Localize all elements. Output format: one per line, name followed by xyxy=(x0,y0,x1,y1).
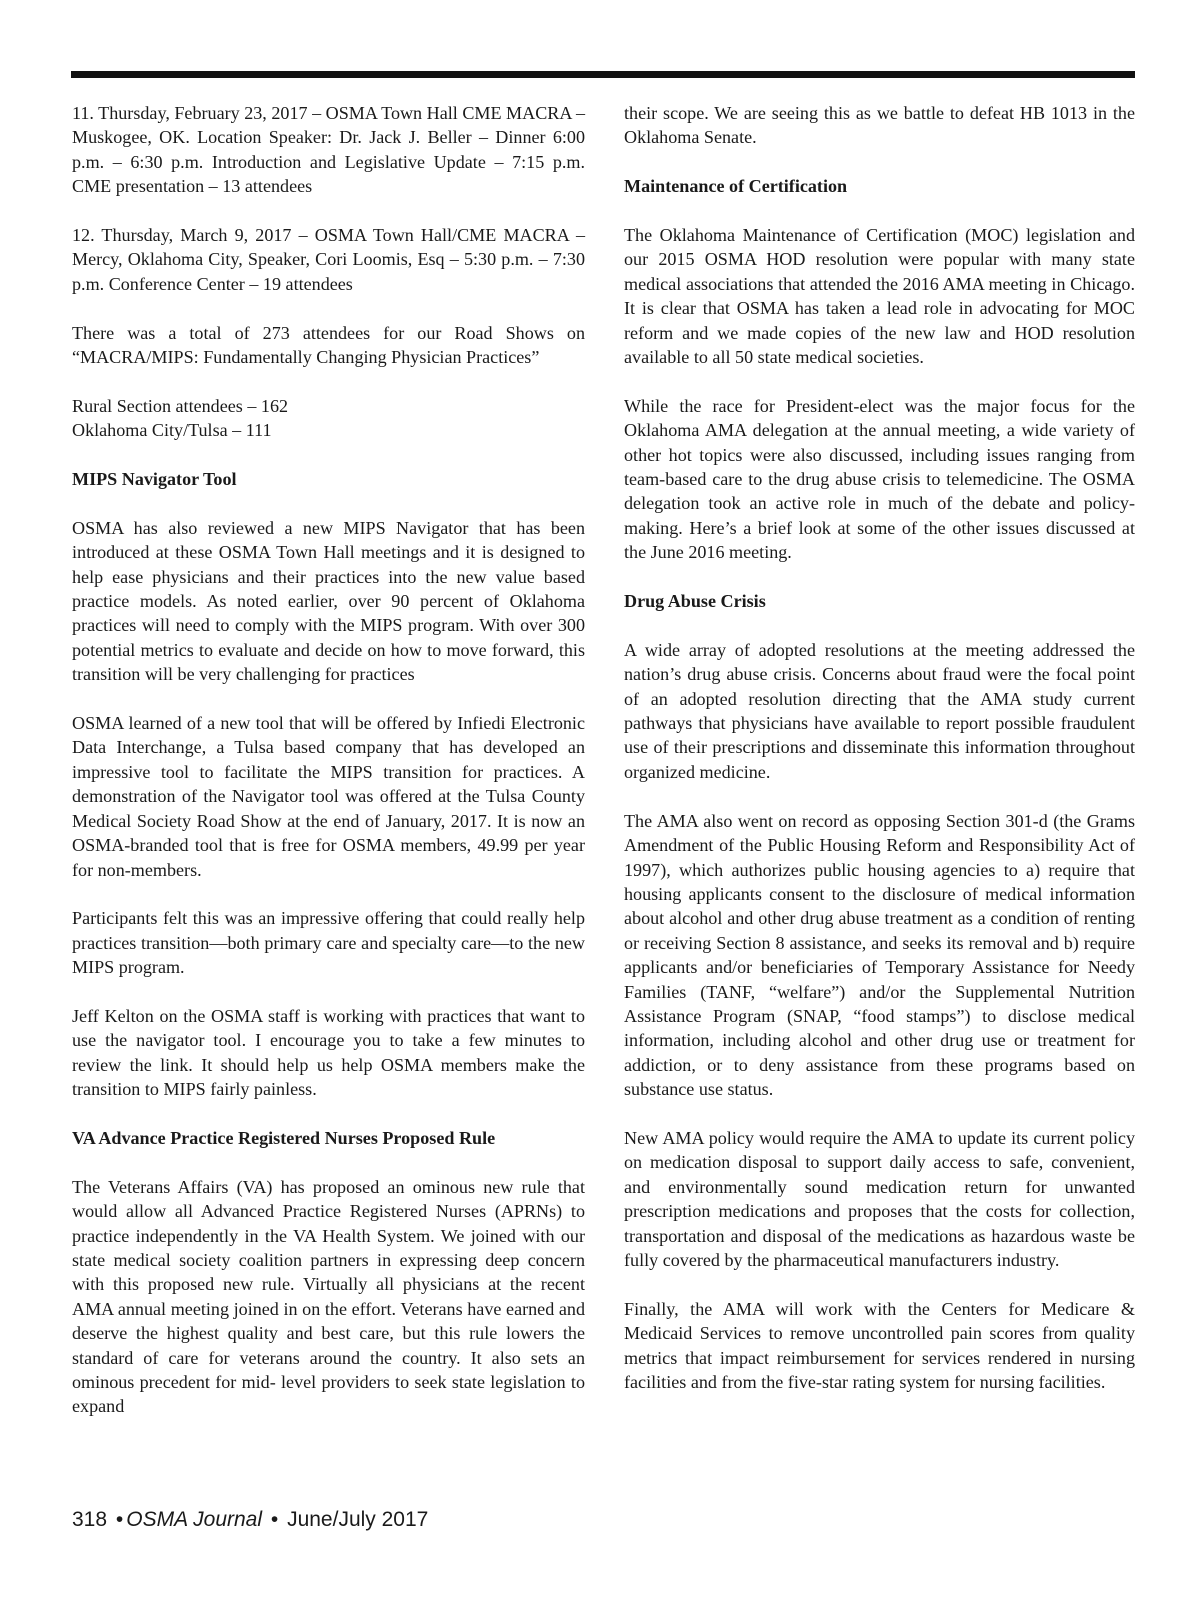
drug-paragraph-3: New AMA policy would require the AMA to update its current policy on medication disposal to support daily access to safe, convenient, and environmentally sound medication return for unwanted prescription medications and proposes that the costs for collection, transportation and disposal of the medications as hazardous waste be fully covered by the pharmaceutical manufacturers industry. xyxy=(624,1127,1135,1270)
heading-mips-navigator: MIPS Navigator Tool xyxy=(72,469,237,490)
heading-moc: Maintenance of Certification xyxy=(624,176,848,197)
drug-paragraph-4: Finally, the AMA will work with the Centers for Medicare & Medicaid Services to remove uncontrolled pain scores from quality metrics that impact reimbursement for services rendered in nursing facilities and from the five-star rating system for nursing facilities. xyxy=(624,1298,1135,1392)
entry-11: 11. Thursday, February 23, 2017 – OSMA Town Hall CME MACRA – Muskogee, OK. Location Speaker: Dr. Jack J. Beller – Dinner 6:00 p.m. – 6:30 p.m. Introduction and Legislative Update – 7:15 p.m. CME presentation – 13 attendees xyxy=(72,103,585,197)
mips-paragraph-2: OSMA learned of a new tool that will be offered by Infiedi Electronic Data Interchange, a Tulsa based company that has developed an impressive tool to facilitate the MIPS transition for practices. A demonstration of the Navigator tool was offered at the Tulsa County Medical Society Road Show at the end of January, 2017. It is now an OSMA-branded tool that is free for OSMA members, 49.99 per year for non-members. xyxy=(72,713,585,880)
heading-va-aprn: VA Advance Practice Registered Nurses Proposed Rule xyxy=(72,1127,496,1148)
va-paragraph-1: The Veterans Affairs (VA) has proposed an ominous new rule that would allow all Advanced Practice Registered Nurses (APRNs) to practice independently in the VA Health System. We joined with our state medical society coalition partners in expressing deep concern with this proposed new rule. Virtually all physicians at the recent AMA annual meeting joined in on the effort. Veterans have earned and deserve the highest quality and best care, but this rule lowers the standard of care for veterans around the country. It also sets an ominous precedent for mid- level providers to seek state legislation to expand xyxy=(72,1176,585,1417)
heading-drug-abuse: Drug Abuse Crisis xyxy=(624,591,766,612)
mips-paragraph-3: Participants felt this was an impressive offering that could really help practices transition—both primary care and specialty care—to the new MIPS program. xyxy=(72,908,585,978)
left-column xyxy=(72,101,585,1419)
mips-paragraph-1: OSMA has also reviewed a new MIPS Navigator that has been introduced at these OSMA Town Hall meetings and it is designed to help ease physicians and their practices into the new value based practice models. As noted earlier, over 90 percent of Oklahoma practices will need to comply with the MIPS program. With over 300 potential metrics to evaluate and decide on how to move forward, this transition will be very challenging for practices xyxy=(72,517,585,685)
okc-tulsa-attendees: Oklahoma City/Tulsa – 111 xyxy=(72,420,272,441)
footer-bullet-2: • xyxy=(270,1508,279,1531)
journal-name: OSMA Journal xyxy=(126,1508,263,1531)
rural-attendees: Rural Section attendees – 162 xyxy=(72,395,289,416)
drug-paragraph-2: The AMA also went on record as opposing Section 301-d (the Grams Amendment of the Public Housing Reform and Responsibility Act of 1997), which authorizes public housing agencies to a) require that housing applicants consent to the disclosure of medical information about alcohol and other drug abuse treatment as a condition of renting or receiving Section 8 assistance, and seeks its removal and b) require applicants and/or beneficiaries of Temporary Assistance for Needy Families (TANF, “welfare”) and/or the Supplemental Nutrition Assistance Program (SNAP, “food stamps”) to disclose medical information, including alcohol and other drug use or treatment for addiction, or to deny assistance from these programs based on substance use status. xyxy=(624,810,1135,1100)
drug-paragraph-1: A wide array of adopted resolutions at the meeting addressed the nation’s drug abuse crisis. Concerns about fraud were the focal point of an adopted resolution directing that the AMA study current pathways that physicians have available to report possible fraudulent use of their prescriptions and disseminate this information throughout organized medicine. xyxy=(624,639,1135,782)
page-footer xyxy=(72,1508,428,1532)
top-rule xyxy=(71,71,1135,78)
page-number: 318 xyxy=(72,1508,108,1531)
entry-12: 12. Thursday, March 9, 2017 – OSMA Town Hall/CME MACRA – Mercy, Oklahoma City, Speaker, Cori Loomis, Esq – 5:30 p.m. – 7:30 p.m. Conference Center – 19 attendees xyxy=(72,225,585,294)
mips-paragraph-4: Jeff Kelton on the OSMA staff is working with practices that want to use the navigator tool. I encourage you to take a few minutes to review the link. It should help us help OSMA members make the transition to MIPS fairly painless. xyxy=(72,1005,585,1100)
total-attendees: There was a total of 273 attendees for our Road Shows on “MACRA/MIPS: Fundamentally Changing Physician Practices” xyxy=(72,322,585,368)
moc-paragraph-2: While the race for President-elect was the major focus for the Oklahoma AMA delegation at the annual meeting, a wide variety of other hot topics were also discussed, including issues ranging from team-based care to the drug abuse crisis to telemedicine. The OSMA delegation took an active role in much of the debate and policy-making. Here’s a brief look at some of the other issues discussed at the June 2016 meeting. xyxy=(624,395,1135,563)
moc-paragraph-1: The Oklahoma Maintenance of Certification (MOC) legislation and our 2015 OSMA HOD resolution were popular with many state medical associations that attended the 2016 AMA meeting in Chicago. It is clear that OSMA has taken a lead role in advocating for MOC reform and we made copies of the new law and HOD resolution available to all 50 state medical societies. xyxy=(624,225,1135,368)
right-column xyxy=(624,101,1135,1394)
footer-bullet-1: • xyxy=(115,1508,124,1531)
continued-paragraph: their scope. We are seeing this as we battle to defeat HB 1013 in the Oklahoma Senate. xyxy=(624,103,1135,148)
issue-date: June/July 2017 xyxy=(287,1508,429,1531)
